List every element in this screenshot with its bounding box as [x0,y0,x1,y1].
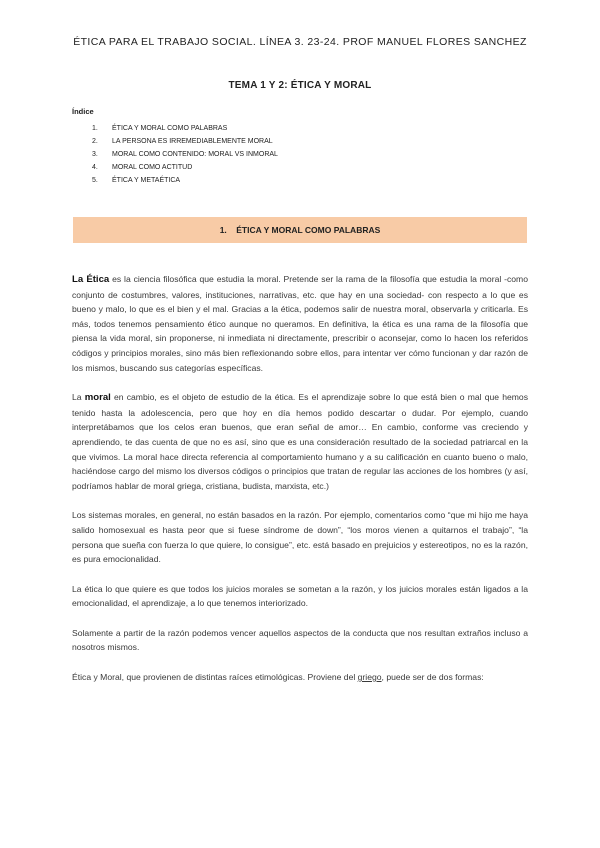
index-item-text: ÉTICA Y MORAL COMO PALABRAS [112,125,228,132]
paragraph-moral: La moral en cambio, es el objeto de estudio de la ética. Es el aprendizaje sobre lo que está bien o mal que hemos tenido hasta la adolescencia, pero que hoy en día hemos podido descartar o dudar. Por ejemplo, cuando interpretábamos que los celos eran buenos, que eran señal de amor… En cambio, conforme vas creciendo y aprendiendo, te das cuenta de que no es así, sino que es una consideración resultado de la sociedad patriarcal en la que vivimos. La moral hace directa referencia al comportamiento humano y a su calificación en cuanto bueno o malo, haciéndose cargo del mismo los diversos códigos o principios que tratan de regular las acciones de los hombres (y así, podríamos hablar de moral griega, cristiana, budista, marxista, etc.) [72,392,528,491]
body-text [72,272,528,700]
section-number: 1. [219,225,227,235]
index-item-text: LA PERSONA ES IRREMEDIABLEMENTE MORAL [112,138,273,145]
section-heading-banner [73,217,527,243]
index-list [72,122,278,187]
page-header: ÉTICA PARA EL TRABAJO SOCIAL. LÍNEA 3. 23-24. PROF MANUEL FLORES SANCHEZ [73,36,527,48]
term-etica: La Ética [72,274,110,285]
index-item[interactable]: 1. ÉTICA Y MORAL COMO PALABRAS [92,125,228,132]
index-item[interactable]: 5. ÉTICA Y METAÉTICA [92,177,181,184]
term-moral: moral [84,392,111,404]
section-title: ÉTICA Y MORAL COMO PALABRAS [236,225,381,235]
table-of-contents [72,107,278,187]
index-item[interactable]: 4. MORAL COMO ACTITUD [92,164,193,171]
document-title: TEMA 1 Y 2: ÉTICA Y MORAL [228,80,372,91]
paragraph-sistemas-morales: Los sistemas morales, en general, no están basados en la razón. Por ejemplo, comentarios como “que mi hijo me haya salido homosexual es hasta peor que si fuese síndrome de down”, “los moros vienen a quitarnos el trabajo”, “la persona que sueña con fuerza lo que quiere, lo consigue”, etc. está basado en prejuicios y estereotipos, no es la razón, es pura emocionalidad. [72,510,528,565]
paragraph-etica-razon: La ética lo que quiere es que todos los juicios morales se sometan a la razón, y los juicios morales están ligados a la emocionalidad, el aprendizaje, a lo que tenemos interiorizado. [72,583,528,609]
paragraph-etica: La Ética es la ciencia filosófica que estudia la moral. Pretende ser la rama de la filosofía que estudia la moral -como conjunto de costumbres, valores, instituciones, narrativas, etc. que hay en una sociedad- con respecto a lo que es bueno y malo, lo que es el bien y el mal. Gracias a la ética, podemos salir de nuestra moral, observarla y criticarla. Es más, todos tenemos pensamiento ético aunque no queramos. En definitiva, la ética es una rama de la filosofía que piensa la vida moral, sin proponerse, ni inmediata ni directamente, prescribir o aconsejar, como lo hacen los referidos códigos y principios morales, sino más bien reflexionando sobre ellos, para intentar ver cómo funcionan y dar razón de los mismos, buscando sus categorías específicas. [72,274,528,373]
index-label: Índice [72,107,94,116]
index-item[interactable]: 2. LA PERSONA ES IRREMEDIABLEMENTE MORAL [92,138,273,145]
index-item-text: ÉTICA Y METAÉTICA [112,177,181,184]
index-item-text: MORAL COMO CONTENIDO: MORAL VS INMORAL [112,151,278,158]
paragraph-razon: Solamente a partir de la razón podemos vencer aquellos aspectos de la conducta que nos resultan extraños incluso a nosotros mismos. [72,627,528,653]
griego-link[interactable]: griego [357,672,382,683]
paragraph-etimologia: Ética y Moral, que provienen de distintas raíces etimológicas. Proviene del griego, puede ser de dos formas: [72,672,484,683]
index-item[interactable]: 3. MORAL COMO CONTENIDO: MORAL VS INMORAL [92,151,278,158]
index-item-text: MORAL COMO ACTITUD [112,164,193,171]
